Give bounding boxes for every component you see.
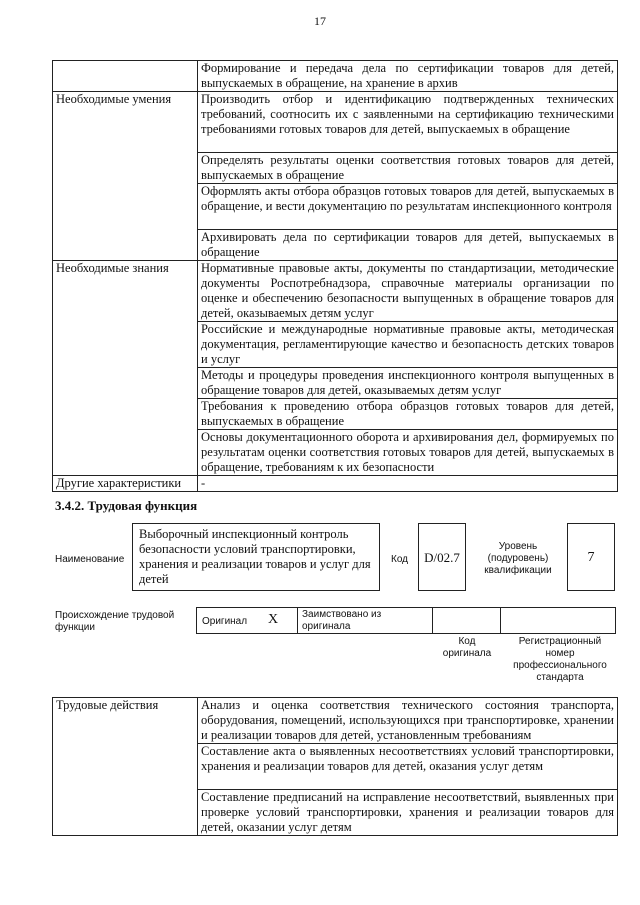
table-cell: Формирование и передача дела по сертификации товаров для детей, выпускаемых в обращение, на хранение в архив bbox=[198, 61, 618, 92]
table-cell: Составление акта о выявленных несоответствиях условий транспортировки, хранения и реализации товаров для детей, оказания услуг детям bbox=[198, 744, 618, 790]
competency-table bbox=[52, 60, 618, 492]
table-cell: Российские и международные нормативные правовые акты, методическая документация, регламентирующие качество и безопасность детских товаров и услуг bbox=[198, 322, 618, 368]
page-number: 17 bbox=[314, 14, 326, 28]
row-label bbox=[53, 61, 198, 92]
row-label-other: Другие характеристики bbox=[53, 476, 198, 492]
code-label: Код bbox=[391, 554, 409, 565]
original-label: Оригинал bbox=[202, 616, 248, 627]
level-label: Уровень (подуровень) квалификации bbox=[484, 541, 552, 576]
table-row bbox=[53, 261, 618, 322]
row-label-skills: Необходимые умения bbox=[53, 92, 198, 261]
table-cell: Архивировать дела по сертификации товаров для детей, выпускаемых в обращение bbox=[198, 230, 618, 261]
code-caption: Код оригинала bbox=[442, 636, 492, 659]
row-label-knowledge: Необходимые знания bbox=[53, 261, 198, 476]
borrowed-label: Заимствовано из оригинала bbox=[302, 609, 382, 632]
table-cell: Методы и процедуры проведения инспекционного контроля выпущенных в обращение товаров для детей, оказываемых детям услуг bbox=[198, 368, 618, 399]
table-cell: Основы документационного оборота и архивирования дел, формируемых по результатам оценки соответствия готовых товаров для детей, выпускаемых в обращение, требованиям к их безопасности bbox=[198, 430, 618, 476]
origin-label: Происхождение трудовой функции bbox=[55, 610, 175, 633]
function-name-box: Выборочный инспекционный контроль безопасности условий транспортировки, хранения и реализации товаров и услуг для детей bbox=[132, 523, 380, 591]
table-cell: Требования к проведению отбора образцов готовых товаров для детей, выпускаемых в обращение bbox=[198, 399, 618, 430]
code-box: D/02.7 bbox=[418, 523, 466, 591]
table-row bbox=[53, 698, 618, 744]
table-cell: Оформлять акты отбора образцов готовых товаров для детей, выпускаемых в обращение, и вести документацию по результатам инспекционного контроля bbox=[198, 184, 618, 230]
actions-table bbox=[52, 697, 618, 836]
divider bbox=[432, 607, 433, 634]
divider bbox=[297, 607, 298, 634]
table-row bbox=[53, 476, 618, 492]
table-cell: Анализ и оценка соответствия технического состояния транспорта, оборудования, помещений, использующихся при транспортировке, хранении и реализации товаров для детей, установленным требованиям bbox=[198, 698, 618, 744]
table-row bbox=[53, 92, 618, 153]
row-label-actions: Трудовые действия bbox=[53, 698, 198, 836]
original-mark: X bbox=[268, 612, 279, 627]
table-row bbox=[53, 61, 618, 92]
divider bbox=[500, 607, 501, 634]
level-box: 7 bbox=[567, 523, 615, 591]
table-cell: Определять результаты оценки соответствия готовых товаров для детей, выпускаемых в обращение bbox=[198, 153, 618, 184]
table-cell: Производить отбор и идентификацию подтвержденных технических требований, соотносить их с заявленными на сертификацию техническими требованиями готовых товаров для детей, выпускаемых в обращение bbox=[198, 92, 618, 153]
name-label: Наименование bbox=[55, 554, 125, 565]
table-cell: - bbox=[198, 476, 618, 492]
table-cell: Составление предписаний на исправление несоответствий, выявленных при проверке условий транспортировки, хранения и реализации товаров для детей, оказании услуг детям bbox=[198, 790, 618, 836]
reg-caption: Регистрационный номер профессионального стандарта bbox=[513, 636, 607, 683]
table-cell: Нормативные правовые акты, документы по стандартизации, методические документы Роспотребнадзора, справочные материалы организации по оценке и обеспечению безопасности выпущенных в обращение товаров для детей, оказываемых детям услуг bbox=[198, 261, 618, 322]
section-title: 3.4.2. Трудовая функция bbox=[55, 498, 198, 513]
